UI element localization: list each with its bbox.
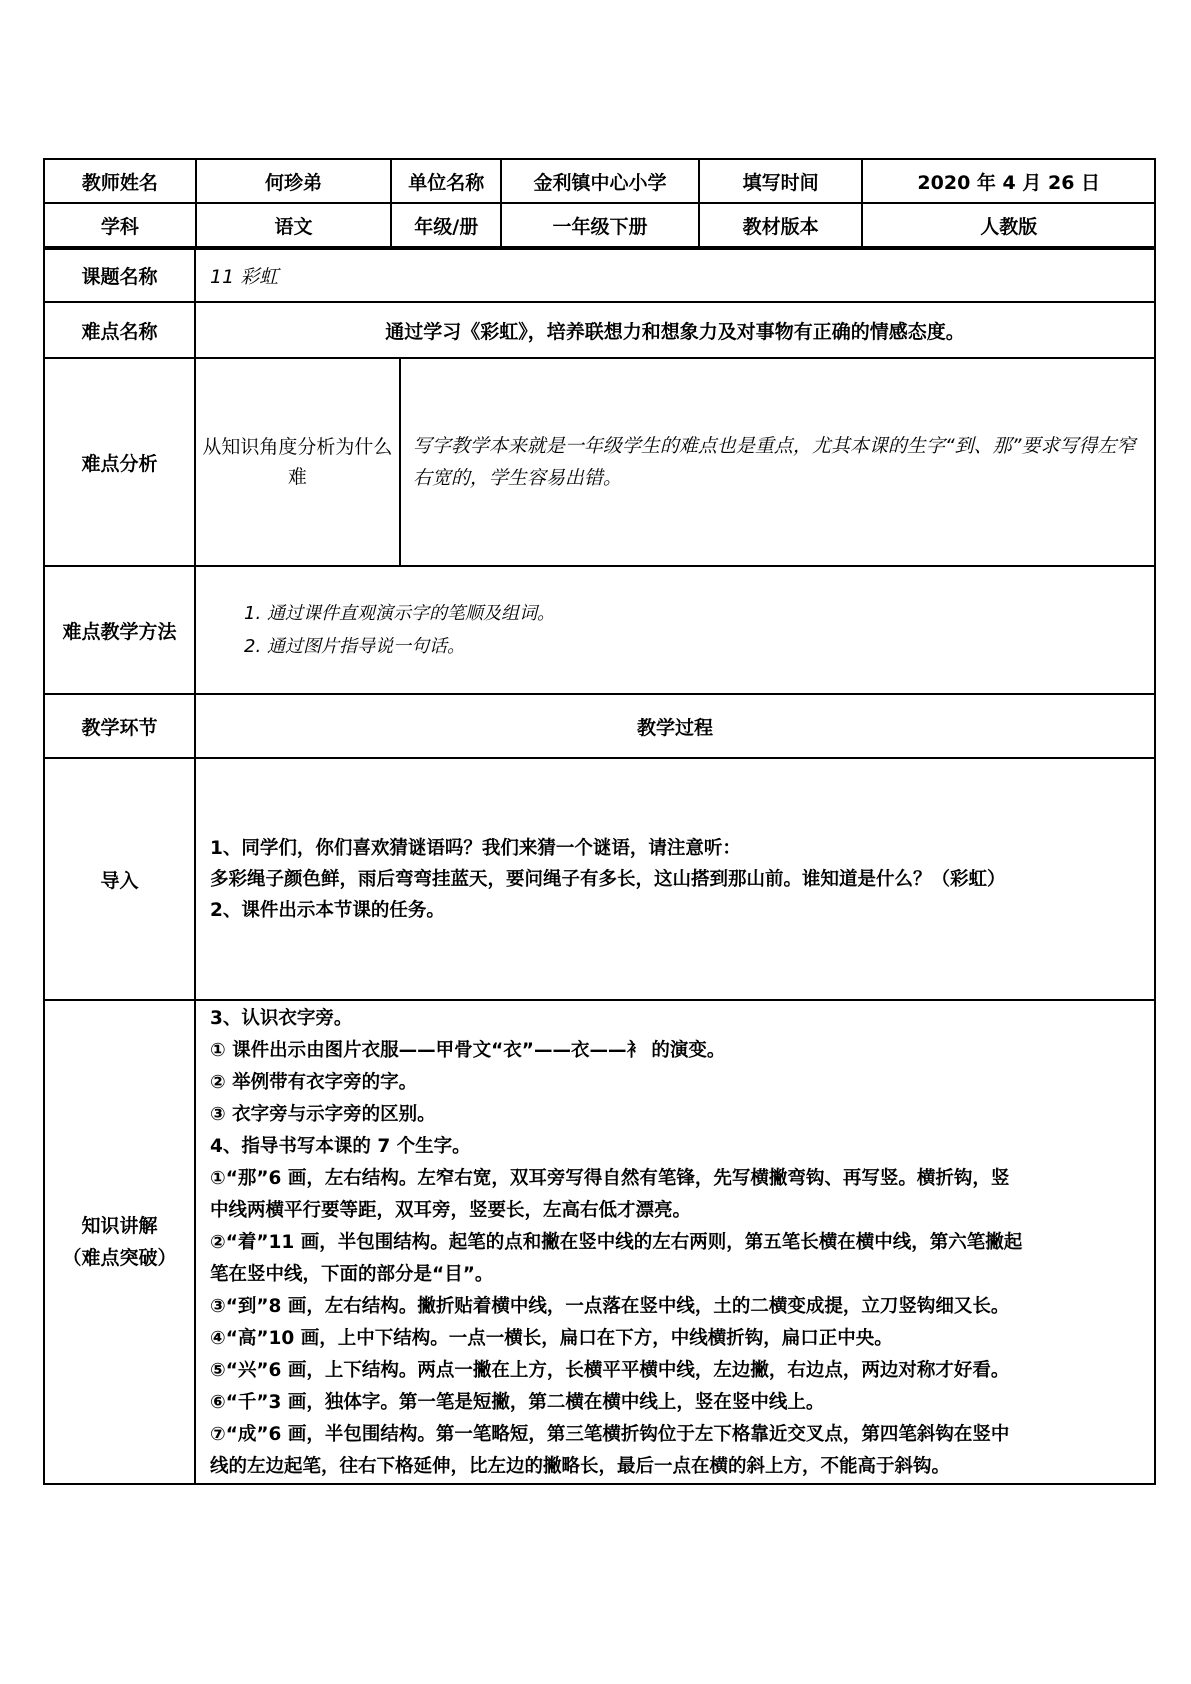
analysis-row — [44, 358, 1155, 566]
knowledge-label-line-1: 知识讲解 — [81, 1215, 158, 1237]
teacher-value: 何珍弟 — [196, 159, 392, 203]
unit-label: 单位名称 — [391, 159, 501, 203]
knowledge-line: 3、认识衣字旁。 — [210, 1008, 353, 1029]
knowledge-line: 中线两横平行要等距，双耳旁，竖要长，左高右低才漂亮。 — [210, 1200, 692, 1221]
difficulty-label: 难点名称 — [44, 302, 195, 358]
intro-label: 导入 — [44, 758, 195, 1000]
knowledge-line: ⑤“兴”6 画，上下结构。两点一撇在上方，长横平平横中线，左边撇，右边点，两边对称才好看。 — [210, 1360, 1010, 1381]
knowledge-line: ④“高”10 画，上中下结构。一点一横长，扁口在下方，中线横折钩，扁口正中央。 — [210, 1328, 893, 1349]
knowledge-line: ③ 衣字旁与示字旁的区别。 — [210, 1104, 436, 1125]
intro-row — [44, 758, 1155, 1000]
header-row-1 — [44, 159, 1155, 203]
lesson-title-row — [44, 249, 1155, 302]
header-row-2 — [44, 203, 1155, 247]
intro-line: 2、课件出示本节课的任务。 — [210, 899, 445, 921]
knowledge-line: ⑦“成”6 画，半包围结构。第一笔略短，第三笔横折钩位于左下格靠近交叉点，第四笔斜钩在竖中 — [210, 1424, 1010, 1445]
lesson-title-value: 11 彩虹 — [195, 249, 1155, 302]
grade-label: 年级/册 — [391, 203, 501, 247]
knowledge-line: 笔在竖中线，下面的部分是“目”。 — [210, 1264, 494, 1285]
date-value: 2020 年 4 月 26 日 — [862, 159, 1155, 203]
knowledge-line: 4、指导书写本课的 7 个生字。 — [210, 1136, 471, 1157]
stage-header-row — [44, 694, 1155, 758]
subject-value: 语文 — [196, 203, 392, 247]
intro-line: 多彩绳子颜色鲜，雨后弯弯挂蓝天，要问绳子有多长，这山搭到那山前。谁知道是什么？（彩虹） — [210, 868, 1006, 890]
knowledge-content — [195, 1000, 1155, 1484]
knowledge-label-line-2: （难点突破） — [62, 1247, 177, 1269]
method-list — [195, 566, 1155, 694]
stage-label: 教学环节 — [44, 694, 195, 758]
grade-value: 一年级下册 — [501, 203, 699, 247]
lesson-title-label: 课题名称 — [44, 249, 195, 302]
knowledge-line: ③“到”8 画，左右结构。撇折贴着横中线，一点落在竖中线，土的二横变成提，立刀竖钩细又长。 — [210, 1296, 1010, 1317]
intro-content — [195, 758, 1155, 1000]
date-label: 填写时间 — [699, 159, 863, 203]
analysis-text: 写字教学本来就是一年级学生的难点也是重点，尤其本课的生字“到、那”要求写得左窄右宽的，学生容易出错。 — [400, 358, 1155, 566]
teacher-label: 教师姓名 — [44, 159, 196, 203]
subject-label: 学科 — [44, 203, 196, 247]
unit-value: 金利镇中心小学 — [501, 159, 699, 203]
knowledge-line: ⑥“千”3 画，独体字。第一笔是短撇，第二横在横中线上，竖在竖中线上。 — [210, 1392, 825, 1413]
edition-value: 人教版 — [862, 203, 1155, 247]
difficulty-row — [44, 302, 1155, 358]
header-table — [43, 158, 1156, 248]
analysis-sub-label: 从知识角度分析为什么难 — [195, 358, 400, 566]
difficulty-value: 通过学习《彩虹》，培养联想力和想象力及对事物有正确的情感态度。 — [195, 302, 1155, 358]
knowledge-line: 线的左边起笔，往右下格延伸，比左边的撇略长，最后一点在横的斜上方，不能高于斜钩。 — [210, 1456, 951, 1477]
knowledge-row — [44, 1000, 1155, 1484]
method-label: 难点教学方法 — [44, 566, 195, 694]
knowledge-line: ② 举例带有衣字旁的字。 — [210, 1072, 418, 1093]
edition-label: 教材版本 — [699, 203, 863, 247]
knowledge-line: ①“那”6 画，左右结构。左窄右宽，双耳旁写得自然有笔锋，先写横撇弯钩、再写竖。横折钩，竖 — [210, 1168, 1010, 1189]
analysis-label: 难点分析 — [44, 358, 195, 566]
knowledge-line: ②“着”11 画，半包围结构。起笔的点和撇在竖中线的左右两则，第五笔长横在横中线，第六笔撇起 — [210, 1232, 1023, 1253]
lesson-table — [43, 248, 1156, 1485]
process-label: 教学过程 — [195, 694, 1155, 758]
method-row — [44, 566, 1155, 694]
intro-line: 1、同学们，你们喜欢猜谜语吗？我们来猜一个谜语，请注意听： — [210, 837, 741, 859]
knowledge-line: ① 课件出示由图片衣服——甲骨文“衣”——衣——衤 的演变。 — [210, 1040, 726, 1061]
method-item: 2. 通过图片指导说一句话。 — [244, 636, 465, 657]
knowledge-label — [44, 1000, 195, 1484]
method-item: 1. 通过课件直观演示字的笔顺及组词。 — [244, 603, 555, 624]
